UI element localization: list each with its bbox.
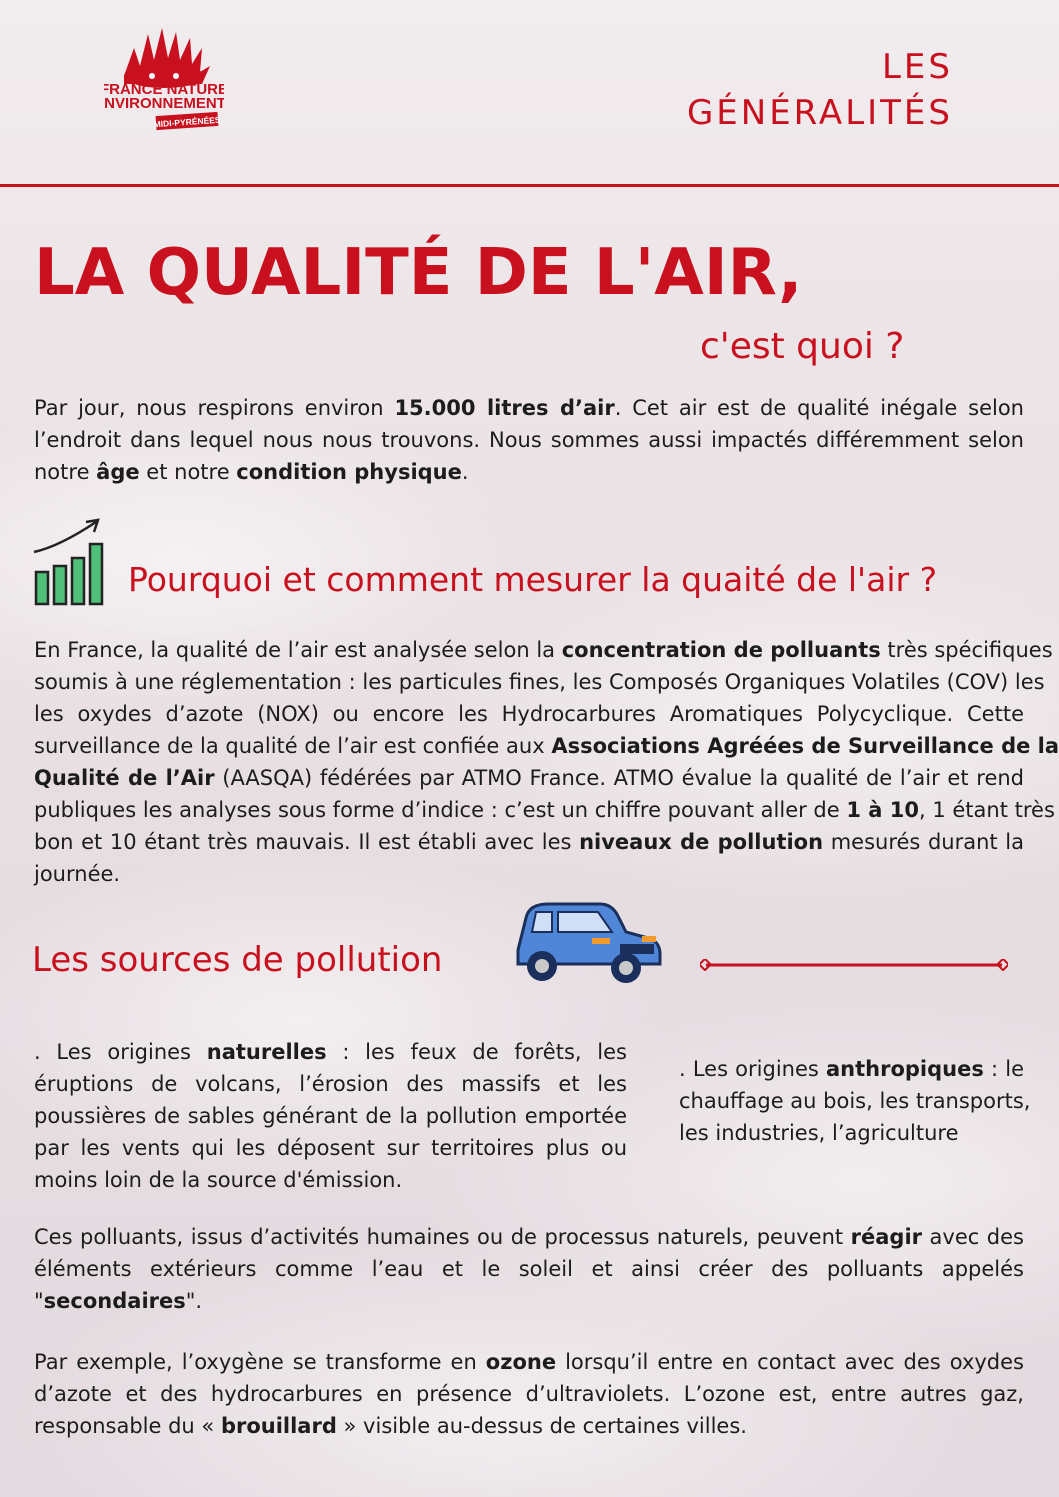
heading-measure: Pourquoi et comment mesurer la quaité de l'air ? [128, 560, 938, 599]
heading-sources: Les sources de pollution [32, 940, 443, 980]
intro-paragraph [34, 392, 1024, 488]
text-line: soumis à une réglementation : les particules fines, les Composés Organiques Volatiles (COV) les [34, 670, 1045, 694]
growth-chart-icon [32, 518, 108, 608]
text-line: poussières de sables générant de la pollution emportée [34, 1104, 627, 1128]
logo-text-line2: ENVIRONNEMENT [104, 95, 224, 112]
car-icon [508, 898, 664, 990]
text-line: surveillance de la qualité de l’air est confiée aux Associations Agréées de Surveillance de la [34, 734, 1059, 758]
text-line: En France, la qualité de l’air est analysée selon la concentration de polluants très spécifiques [34, 638, 1053, 662]
section-tag [687, 44, 953, 136]
ozone-paragraph [34, 1346, 1024, 1442]
hedgehog-logo-icon [104, 26, 224, 134]
text-line: notre âge et notre condition physique. [34, 460, 469, 484]
text-line: chauffage au bois, les transports, [679, 1089, 1031, 1113]
page-subtitle: c'est quoi ? [700, 326, 905, 367]
sources-divider [700, 956, 1008, 968]
text-line: éléments extérieurs comme l’eau et le soleil et ainsi créer des polluants appelés [34, 1257, 1024, 1281]
logo-badge: MIDI-PYRÉNÉES [153, 114, 221, 130]
text-line: moins loin de la source d'émission. [34, 1168, 403, 1192]
fne-logo [104, 26, 224, 134]
text-line: éruptions de volcans, l’érosion des massifs et les [34, 1072, 627, 1096]
text-line: les oxydes d’azote (NOX) ou encore les Hydrocarbures Aromatiques Polycyclique. Cette [34, 702, 1024, 726]
text-line: Qualité de l’Air (AASQA) fédérées par ATMO France. ATMO évalue la qualité de l’air et rend [34, 766, 1025, 790]
secondary-paragraph [34, 1221, 1024, 1317]
text-line: l’endroit dans lequel nous nous trouvons. Nous sommes aussi impactés différemment selon [34, 428, 1024, 452]
text-line: Par exemple, l’oxygène se transforme en ozone lorsqu’il entre en contact avec des oxydes [34, 1350, 1025, 1374]
page-title: LA QUALITÉ DE L'AIR, [34, 236, 803, 310]
text-line: publiques les analyses sous forme d’indice : c’est un chiffre pouvant aller de 1 à 10, 1 étant très [34, 798, 1055, 822]
text-line: journée. [34, 862, 121, 886]
text-line: "secondaires". [34, 1289, 203, 1313]
text-line: par les vents qui les déposent sur territoires plus ou [34, 1136, 627, 1160]
text-line: bon et 10 étant très mauvais. Il est établi avec les niveaux de pollution mesurés durant la [34, 830, 1024, 854]
header-divider [0, 184, 1059, 187]
natural-sources-text [34, 1036, 627, 1196]
anthropic-sources-text [679, 1053, 1031, 1149]
text-line: d’azote et des hydrocarbures en présence d’ultraviolets. L’ozone est, entre autres gaz, [34, 1382, 1024, 1406]
section-tag-line1: LES [881, 47, 953, 87]
text-line: responsable du « brouillard » visible au-dessus de certaines villes. [34, 1414, 747, 1438]
text-line: Par jour, nous respirons environ 15.000 litres d’air. Cet air est de qualité inégale selon [34, 396, 1024, 420]
text-line: Ces polluants, issus d’activités humaines ou de processus naturels, peuvent réagir avec des [34, 1225, 1024, 1249]
text-line: . Les origines naturelles : les feux de forêts, les [34, 1040, 627, 1064]
text-line: les industries, l’agriculture [679, 1121, 959, 1145]
section-tag-line2: GÉNÉRALITÉS [686, 93, 953, 133]
measure-paragraph [34, 634, 1059, 890]
text-line: . Les origines anthropiques : le [679, 1057, 1025, 1081]
logo-text-line1: FRANCE NATURE [104, 81, 224, 98]
